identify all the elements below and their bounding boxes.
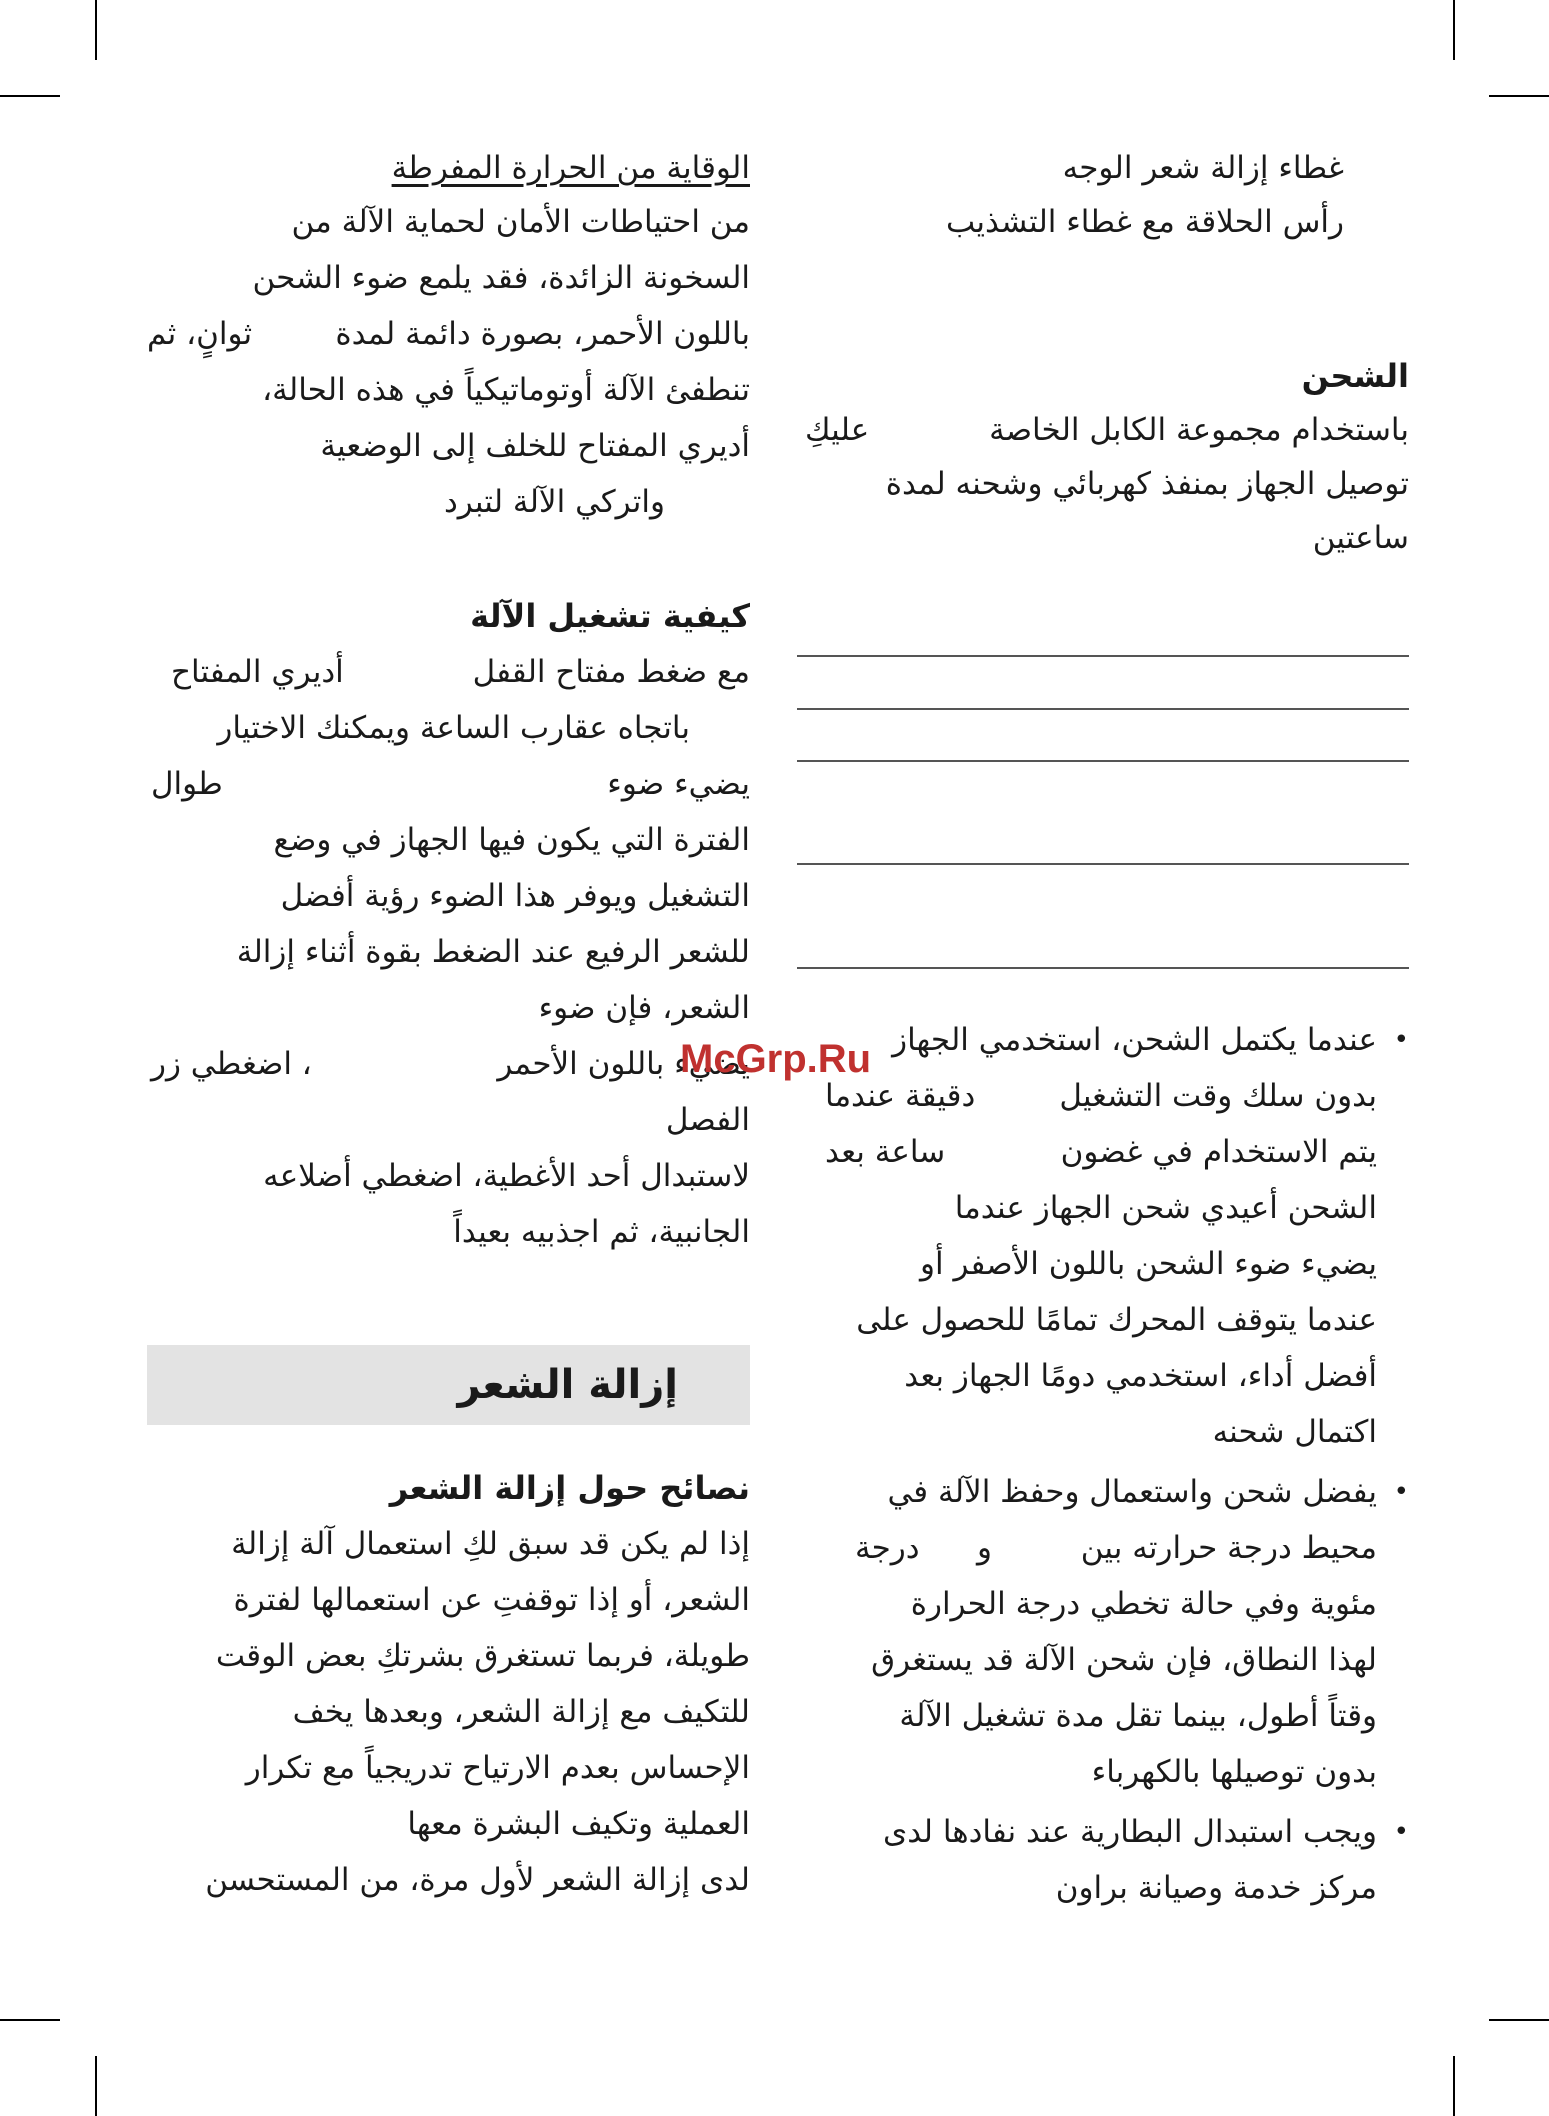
list-item-line: وقتاً أطول، بينما تقل مدة تشغيل الآلة [899, 1698, 1377, 1734]
list-item-line: مركز خدمة وصيانة براون [1055, 1870, 1377, 1906]
crop-mark [1453, 2056, 1455, 2116]
operation-text: باتجاه عقارب الساعة ويمكنك الاختيار [217, 710, 690, 746]
overheat-text: من احتياطات الأمان لحماية الآلة من [291, 204, 750, 240]
crop-mark [0, 95, 60, 97]
section-title: إزالة الشعر [457, 1362, 678, 1408]
overheat-heading: الوقاية من الحرارة المفرطة [391, 150, 750, 186]
list-item-line: عندما يكتمل الشحن، استخدمي الجهاز [892, 1022, 1377, 1058]
charging-heading: الشحن [1301, 357, 1409, 395]
charging-text: ساعتين [1312, 520, 1409, 556]
operation-text: التشغيل ويوفر هذا الضوء رؤية أفضل [280, 878, 750, 914]
operation-inline: أديري المفتاح [171, 654, 344, 690]
crop-mark [95, 0, 97, 60]
operation-inline: ، اضغطي زر [151, 1046, 312, 1082]
list-item-inline: و [977, 1530, 992, 1566]
bullet-marker: • [1393, 1817, 1409, 1847]
list-item-inline: درجة [855, 1530, 920, 1566]
list-item-line: لهذا النطاق، فإن شحن الآلة قد يستغرق [871, 1642, 1377, 1678]
list-item-line: يفضل شحن واستعمال وحفظ الآلة في [887, 1474, 1377, 1510]
attachment-item: غطاء إزالة شعر الوجه [1062, 150, 1344, 186]
operation-text: يضيء ضوء [607, 766, 750, 802]
operation-text: الجانبية، ثم اجذبيه بعيداً [453, 1214, 750, 1250]
operation-text: للشعر الرفيع عند الضغط بقوة أثناء إزالة [236, 934, 750, 970]
crop-mark [95, 2056, 97, 2116]
list-item-inline: ساعة بعد [825, 1134, 946, 1170]
operation-heading: كيفية تشغيل الآلة [470, 597, 750, 635]
list-item-line: اكتمال شحنه [1212, 1414, 1377, 1450]
crop-mark [1453, 0, 1455, 60]
list-item-line: بدون توصيلها بالكهرباء [1091, 1754, 1377, 1790]
tips-text: العملية وتكيف البشرة معها [407, 1806, 750, 1842]
operation-text: لاستبدال أحد الأغطية، اضغطي أضلاعه [263, 1158, 750, 1194]
list-item-line: الشحن أعيدي شحن الجهاز عندما [954, 1190, 1377, 1226]
operation-inline: طوال [151, 766, 223, 802]
bullet-marker: • [1393, 1025, 1409, 1055]
list-item-line: ويجب استبدال البطارية عند نفادها لدى [883, 1814, 1377, 1850]
tips-text: الإحساس بعدم الارتياح تدريجياً مع تكرار [245, 1750, 750, 1786]
tips-text: لدى إزالة الشعر لأول مرة، من المستحسن [205, 1862, 750, 1898]
overheat-text: واتركي الآلة لتبرد [443, 484, 665, 520]
overheat-inline: ثوانٍ، ثم [147, 316, 253, 352]
section-banner [147, 1345, 750, 1425]
list-item-line: محيط درجة حرارته بين [1080, 1530, 1377, 1566]
crop-mark [0, 2019, 60, 2021]
operation-text: الفترة التي يكون فيها الجهاز في وضع [273, 822, 750, 858]
tips-heading: نصائح حول إزالة الشعر [389, 1469, 750, 1507]
tips-text: طويلة، فربما تستغرق بشرتكِ بعض الوقت [215, 1638, 750, 1674]
overheat-text: باللون الأحمر، بصورة دائمة لمدة [335, 316, 750, 352]
list-item-line: بدون سلك وقت التشغيل [1059, 1078, 1377, 1114]
overheat-text: السخونة الزائدة، فقد يلمع ضوء الشحن [252, 260, 750, 296]
operation-text: يضيء باللون الأحمر [497, 1046, 750, 1082]
tips-text: إذا لم يكن قد سبق لكِ استعمال آلة إزالة [231, 1526, 750, 1562]
charging-text: توصيل الجهاز بمنفذ كهربائي وشحنه لمدة [885, 466, 1409, 502]
bullet-marker: • [1393, 1477, 1409, 1507]
watermark: McGrp.Ru [680, 1037, 872, 1081]
operation-text: مع ضغط مفتاح القفل [472, 654, 750, 690]
operation-text: الشعر، فإن ضوء [538, 990, 750, 1026]
attachment-item: رأس الحلاقة مع غطاء التشذيب [945, 204, 1344, 240]
list-item-line: مئوية وفي حالة تخطي درجة الحرارة [910, 1586, 1377, 1622]
overheat-text: تنطفئ الآلة أوتوماتيكياً في هذه الحالة، [262, 372, 750, 408]
crop-mark [1489, 2019, 1549, 2021]
charging-text: باستخدام مجموعة الكابل الخاصة [989, 412, 1409, 448]
list-item-line: يضيء ضوء الشحن باللون الأصفر أو [920, 1246, 1377, 1282]
crop-mark [1489, 95, 1549, 97]
left-column [147, 0, 750, 2116]
tips-text: للتكيف مع إزالة الشعر، وبعدها يخف [292, 1694, 750, 1730]
list-item-line: أفضل أداء، استخدمي دومًا الجهاز بعد [904, 1358, 1377, 1394]
charging-text-word: عليكِ [805, 412, 870, 448]
bullet-list [797, 0, 1409, 2116]
list-item-line: يتم الاستخدام في غضون [1060, 1134, 1377, 1170]
list-item-inline: دقيقة عندما [825, 1078, 976, 1114]
operation-text: الفصل [665, 1102, 750, 1138]
list-item-line: عندما يتوقف المحرك تمامًا للحصول على [856, 1302, 1377, 1338]
overheat-text: أديري المفتاح للخلف إلى الوضعية [320, 428, 750, 464]
tips-text: الشعر، أو إذا توقفتِ عن استعمالها لفترة [233, 1582, 750, 1618]
